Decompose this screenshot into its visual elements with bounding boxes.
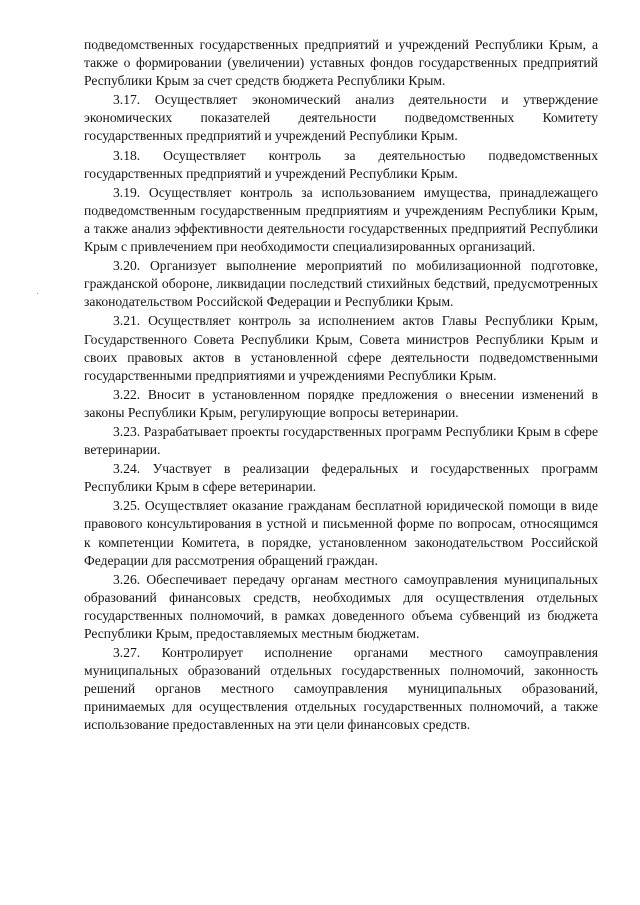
paragraph-3-21: 3.21. Осуществляет контроль за исполнением актов Главы Республики Крым, Государственного Совета Республики Крым, Совета министров Республики Крым и своих правовых актов в установленной сфере деятельности подведомственными государственными предприятиями и учреждениями Республики Крым. xyxy=(84,313,598,383)
paragraph-3-20: 3.20. Организует выполнение мероприятий по мобилизационной подготовке, гражданской обороне, ликвидации последствий стихийных бедствий, предусмотренных законодательством Российской Федерации и Республики Крым. xyxy=(84,258,598,310)
paragraph-3-17: 3.17. Осуществляет экономический анализ деятельности и утверждение экономических показателей деятельности подведомственных Комитету государственных предприятий и учреждений Республики Крым. xyxy=(84,92,598,144)
paragraph-3-27: 3.27. Контролирует исполнение органами местного самоуправления муниципальных образований отдельных государственных полномочий, законность решений органов местного самоуправления муниципальных образований, принимаемых для осуществления отдельных государственных полномочий, а также использование предоставленных на эти цели финансовых средств. xyxy=(84,645,598,733)
paragraph-3-19: 3.19. Осуществляет контроль за использованием имущества, принадлежащего подведомственным государственным предприятиям и учреждениям Республики Крым, а также анализ эффективности деятельности государственных предприятий Республики Крым с привлечением при необходимости специализированных организаций. xyxy=(84,184,598,255)
paragraph-3-24: 3.24. Участвует в реализации федеральных и государственных программ Республики Крым в сфере ветеринарии. xyxy=(84,461,598,495)
paragraph-3-26: 3.26. Обеспечивает передачу органам местного самоуправления муниципальных образований финансовых средств, необходимых для осуществления отдельных государственных полномочий, в рамках доведенного объема субвенций из бюджета Республики Крым, предоставляемых местным бюджетам. xyxy=(84,571,598,641)
paragraph-continuation: подведомственных государственных предприятий и учреждений Республики Крым, а также о формировании (увеличении) уставных фондов государственных предприятий Республики Крым за счет средств бюджета Республики Крым. xyxy=(84,37,598,89)
paragraph-3-22: 3.22. Вносит в установленном порядке предложения о внесении изменений в законы Республики Крым, регулирующие вопросы ветеринарии. xyxy=(84,386,598,420)
paragraph-3-25: 3.25. Осуществляет оказание гражданам бесплатной юридической помощи в виде правового консультирования в устной и письменной форме по вопросам, относящимся к компетенции Комитета, в порядке, установленном законодательством Российской Федерации для рассмотрения обращений граждан. xyxy=(84,498,598,568)
document-page xyxy=(84,36,598,735)
scan-speck xyxy=(37,293,38,294)
paragraph-3-23: 3.23. Разрабатывает проекты государственных программ Республики Крым в сфере ветеринарии. xyxy=(84,423,598,458)
paragraph-3-18: 3.18. Осуществляет контроль за деятельностью подведомственных государственных предприятий и учреждений Республики Крым. xyxy=(84,147,598,181)
